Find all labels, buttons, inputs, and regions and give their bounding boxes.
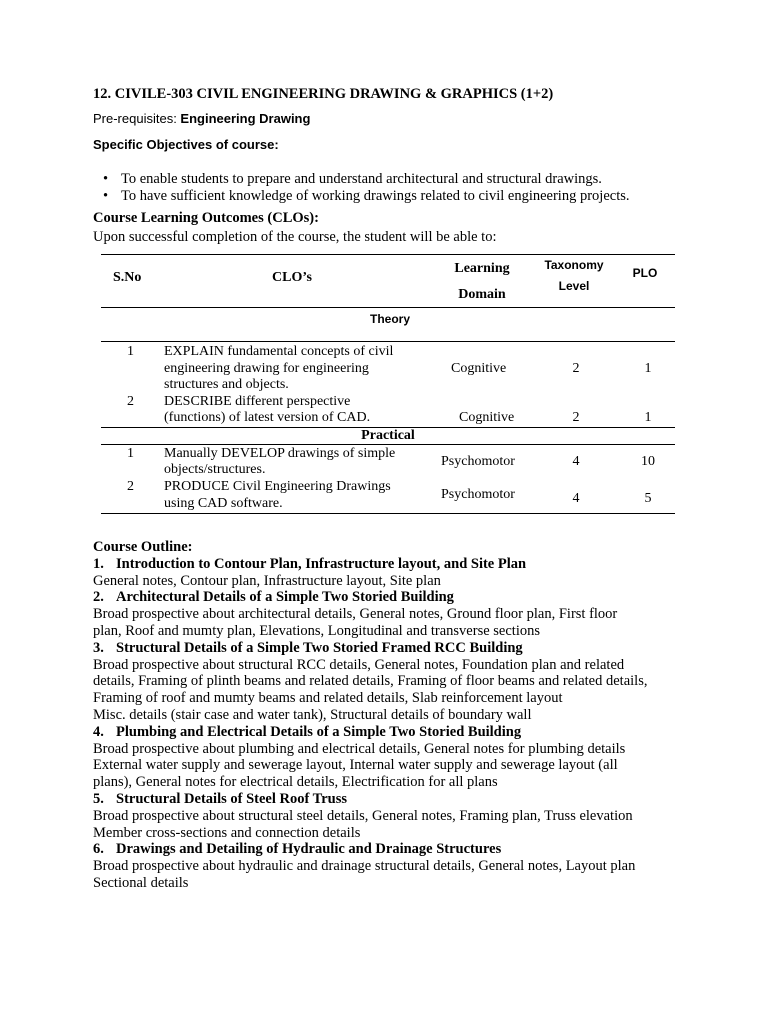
objective-item: • To have sufficient knowledge of working drawings related to civil engineering projects.	[103, 188, 630, 204]
table-rule	[101, 513, 675, 514]
outline-line: Broad prospective about structural RCC details, General notes, Foundation plan and related	[93, 656, 625, 673]
outline-section-title: 2. Architectural Details of a Simple Two Storied Building	[93, 589, 454, 606]
row-domain: Psychomotor	[441, 487, 515, 502]
row-clo-line: PRODUCE Civil Engineering Drawings	[164, 479, 391, 494]
header-clo: CLO’s	[272, 270, 312, 285]
outline-section-title: 1. Introduction to Contour Plan, Infrastructure layout, and Site Plan	[93, 555, 527, 572]
outline-line: Broad prospective about plumbing and electrical details, General notes for plumbing details	[93, 740, 626, 757]
table-rule	[101, 254, 675, 255]
outline-line: Misc. details (stair case and water tank), Structural details of boundary wall	[93, 706, 532, 723]
row-domain: Psychomotor	[441, 454, 515, 469]
row-sno: 2	[127, 479, 134, 494]
course-title: 12. CIVILE-303 CIVIL ENGINEERING DRAWING & GRAPHICS (1+2)	[93, 86, 554, 102]
row-taxonomy: 2	[572, 361, 580, 376]
outline-line: Broad prospective about hydraulic and drainage structural details, General notes, Layout plan	[93, 858, 636, 875]
table-rule	[101, 444, 675, 445]
header-taxonomy-line2: Level	[558, 279, 590, 293]
outline-line: Broad prospective about architectural details, General notes, Ground floor plan, First floor	[93, 606, 618, 623]
outline-line: External water supply and sewerage layout, Internal water supply and sewerage layout (all	[93, 757, 618, 774]
practical-label: Practical	[361, 428, 415, 443]
objective-item: • To enable students to prepare and understand architectural and structural drawings.	[103, 171, 602, 187]
row-clo-line: (functions) of latest version of CAD.	[164, 410, 371, 425]
row-clo-line: Manually DEVELOP drawings of simple	[164, 446, 396, 461]
outline-section-title: 6. Drawings and Detailing of Hydraulic and Drainage Structures	[93, 841, 502, 858]
table-rule	[101, 341, 675, 342]
outline-line: General notes, Contour plan, Infrastructure layout, Site plan	[93, 572, 441, 589]
row-clo-line: DESCRIBE different perspective	[164, 394, 351, 409]
row-taxonomy: 2	[572, 410, 580, 425]
row-clo-line: using CAD software.	[164, 496, 283, 511]
row-clo-line: engineering drawing for engineering	[164, 361, 369, 376]
outline-line: details, Framing of plinth beams and related details, Framing of floor beams and related details,	[93, 673, 648, 690]
outline-line: Broad prospective about structural steel details, General notes, Framing plan, Truss elevation	[93, 807, 633, 824]
header-domain-line2: Domain	[458, 287, 506, 302]
outline-line: Sectional details	[93, 874, 189, 891]
row-plo: 1	[644, 361, 652, 376]
row-sno: 1	[127, 446, 134, 461]
theory-label: Theory	[369, 312, 410, 326]
row-clo-line: structures and objects.	[164, 377, 289, 392]
prerequisites	[93, 111, 310, 126]
row-sno: 1	[127, 344, 134, 359]
outline-section-title: 3. Structural Details of a Simple Two Storied Framed RCC Building	[93, 639, 523, 656]
row-taxonomy: 4	[572, 491, 580, 506]
outline-heading: Course Outline:	[93, 539, 193, 555]
header-plo: PLO	[632, 266, 658, 280]
header-domain-line1: Learning	[454, 261, 510, 276]
prerequisites-value: Engineering Drawing	[180, 111, 311, 126]
prerequisites-label: Pre-requisites:	[93, 111, 181, 126]
objectives-list	[103, 171, 629, 205]
clo-heading: Course Learning Outcomes (CLOs):	[93, 210, 319, 226]
row-sno: 2	[127, 394, 134, 409]
row-domain: Cognitive	[451, 361, 507, 376]
outline-line: plan, Roof and mumty plan, Elevations, Longitudinal and transverse sections	[93, 622, 540, 639]
row-clo-line: EXPLAIN fundamental concepts of civil	[164, 344, 394, 359]
clo-intro: Upon successful completion of the course, the student will be able to:	[93, 229, 497, 245]
bullet-icon: •	[103, 188, 109, 204]
outline-section-title: 5. Structural Details of Steel Roof Truss	[93, 790, 348, 807]
row-plo: 5	[644, 491, 652, 506]
row-domain: Cognitive	[459, 410, 515, 425]
header-taxonomy-line1: Taxonomy	[544, 258, 604, 272]
header-sno: S.No	[113, 270, 142, 285]
table-rule	[101, 307, 675, 308]
outline-line: Framing of roof and mumty beams and related details, Slab reinforcement layout	[93, 690, 563, 707]
course-outline	[93, 539, 683, 892]
row-taxonomy: 4	[572, 454, 580, 469]
outline-section-title: 4. Plumbing and Electrical Details of a Simple Two Storied Building	[93, 723, 522, 740]
bullet-icon: •	[103, 171, 109, 187]
row-clo-line: objects/structures.	[164, 462, 266, 477]
row-plo: 1	[644, 410, 652, 425]
outline-line: Member cross-sections and connection details	[93, 824, 361, 841]
specific-objectives-heading: Specific Objectives of course:	[93, 137, 279, 152]
outline-line: plans), General notes for electrical details, Electrification for all plans	[93, 774, 498, 791]
row-plo: 10	[641, 454, 655, 469]
